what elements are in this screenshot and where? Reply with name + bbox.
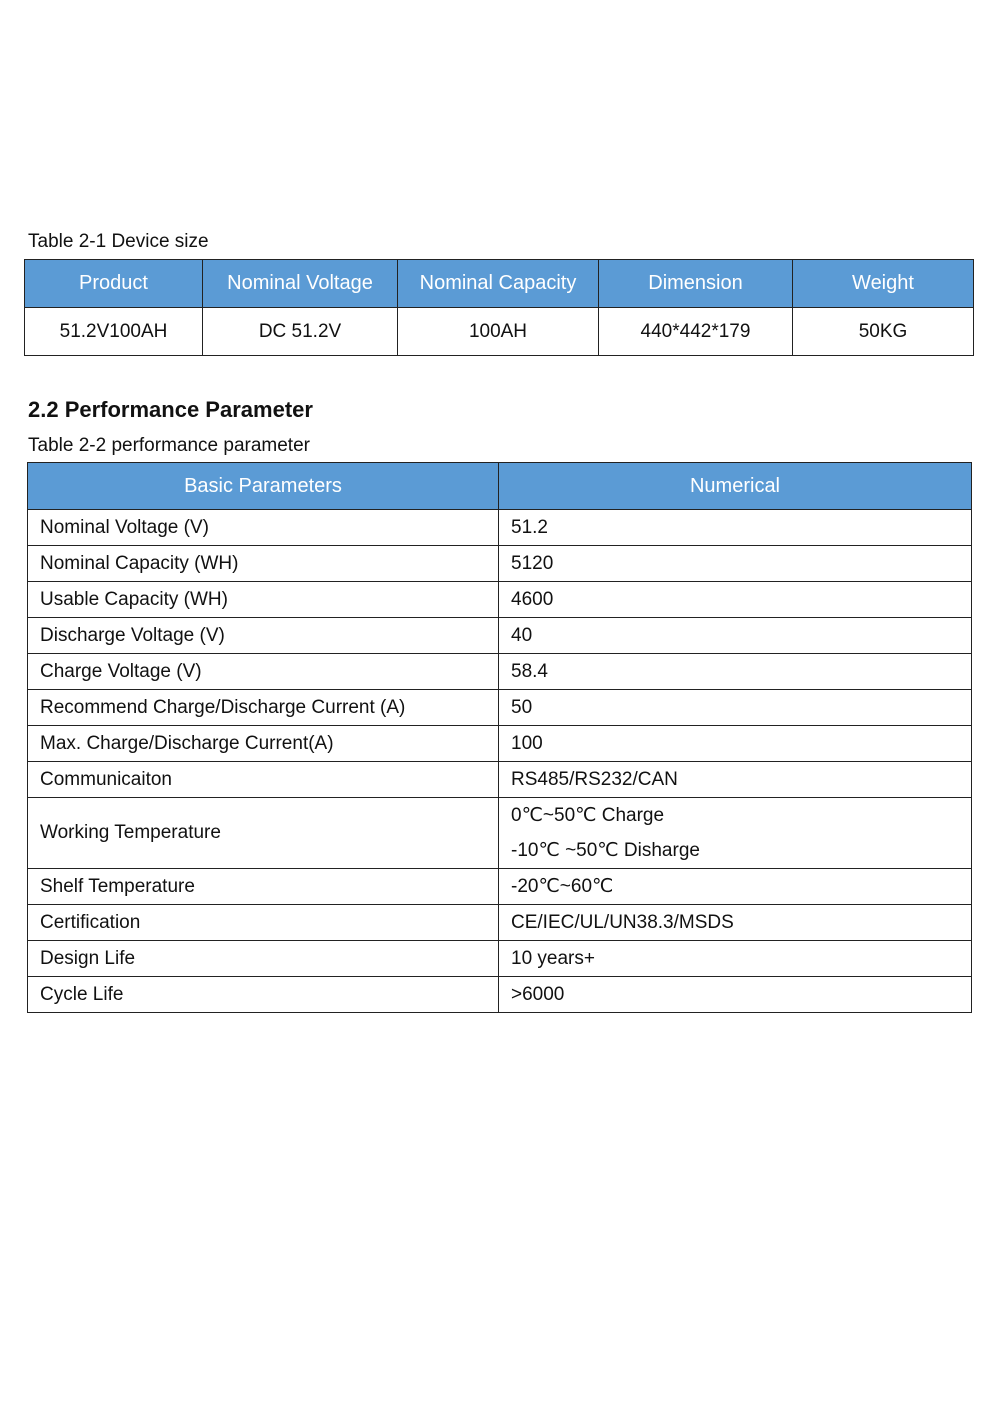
table-header-row	[25, 260, 974, 308]
table-row	[28, 762, 972, 798]
param-value: RS485/RS232/CAN	[499, 762, 972, 798]
table-row	[28, 546, 972, 582]
table-2-2-caption: Table 2-2 performance parameter	[28, 435, 310, 456]
table-row	[28, 869, 972, 905]
param-label: Charge Voltage (V)	[28, 654, 499, 690]
cell-nominal-voltage: DC 51.2V	[203, 308, 398, 356]
table-row	[28, 941, 972, 977]
table-header-row	[28, 463, 972, 510]
cell-product: 51.2V100AH	[25, 308, 203, 356]
cell-weight: 50KG	[793, 308, 974, 356]
table-row	[28, 977, 972, 1013]
header-dimension: Dimension	[599, 260, 793, 308]
param-label: Communicaiton	[28, 762, 499, 798]
performance-parameter-table	[27, 462, 972, 1013]
param-label: Nominal Capacity (WH)	[28, 546, 499, 582]
header-nominal-capacity: Nominal Capacity	[398, 260, 599, 308]
table-row	[25, 308, 974, 356]
param-label: Usable Capacity (WH)	[28, 582, 499, 618]
device-size-table	[24, 259, 974, 356]
value-line-discharge: -10℃ ~50℃ Disharge	[511, 840, 700, 861]
table-row	[28, 798, 972, 869]
param-label: Max. Charge/Discharge Current(A)	[28, 726, 499, 762]
param-value	[499, 798, 972, 869]
header-numerical: Numerical	[499, 463, 972, 510]
param-value: 51.2	[499, 510, 972, 546]
param-label: Discharge Voltage (V)	[28, 618, 499, 654]
table-row	[28, 905, 972, 941]
param-label: Certification	[28, 905, 499, 941]
param-value: 10 years+	[499, 941, 972, 977]
param-label: Cycle Life	[28, 977, 499, 1013]
param-label: Recommend Charge/Discharge Current (A)	[28, 690, 499, 726]
param-value: 5120	[499, 546, 972, 582]
param-value: CE/IEC/UL/UN38.3/MSDS	[499, 905, 972, 941]
param-value: 4600	[499, 582, 972, 618]
value-line-charge: 0℃~50℃ Charge	[511, 805, 665, 826]
param-value: 58.4	[499, 654, 972, 690]
param-label: Shelf Temperature	[28, 869, 499, 905]
cell-dimension: 440*442*179	[599, 308, 793, 356]
param-value: 50	[499, 690, 972, 726]
cell-nominal-capacity: 100AH	[398, 308, 599, 356]
table-row	[28, 726, 972, 762]
param-label: Design Life	[28, 941, 499, 977]
table-row	[28, 582, 972, 618]
header-basic-parameters: Basic Parameters	[28, 463, 499, 510]
table-row	[28, 618, 972, 654]
table-row	[28, 654, 972, 690]
param-label: Nominal Voltage (V)	[28, 510, 499, 546]
table-row	[28, 690, 972, 726]
table-2-1-caption: Table 2-1 Device size	[28, 231, 209, 252]
param-value: 100	[499, 726, 972, 762]
header-nominal-voltage: Nominal Voltage	[203, 260, 398, 308]
param-value: 40	[499, 618, 972, 654]
header-weight: Weight	[793, 260, 974, 308]
param-value: >6000	[499, 977, 972, 1013]
header-product: Product	[25, 260, 203, 308]
param-value: -20℃~60℃	[499, 869, 972, 905]
section-heading: 2.2 Performance Parameter	[28, 397, 313, 422]
param-label: Working Temperature	[28, 798, 499, 869]
table-row	[28, 510, 972, 546]
